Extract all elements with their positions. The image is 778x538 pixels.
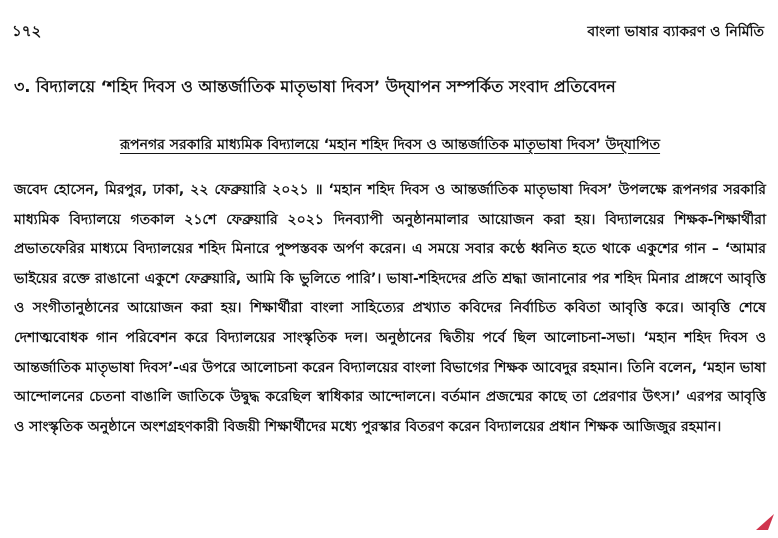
report-headline: রূপনগর সরকারি মাধ্যমিক বিদ্যালয়ে ‘মহান শহিদ দিবস ও আন্তর্জাতিক মাতৃভাষা দিবস’ উদ্‌যাপিত <box>119 137 661 153</box>
report-body: জবেদ হোসেন, মিরপুর, ঢাকা, ২২ ফেব্রুয়ারি ২০২১ ॥ ‘মহান শহিদ দিবস ও আন্তর্জাতিক মাতৃভাষা দিবস’ উপলক্ষে রূপনগর সরকারি মাধ্যমিক বিদ্যালয়ে গতকাল ২১শে ফেব্রুয়ারি ২০২১ দিনব্যাপী অনুষ্ঠানমালার আয়োজন করা হয়। বিদ্যালয়ের শিক্ষক-শিক্ষার্থীরা প্রভাতফেরির মাধ্যমে বিদ্যালয়ের শহিদ মিনারে পুষ্পস্তবক অর্পণ করেন। এ সময়ে সবার কণ্ঠে ধ্বনিত হতে থাকে একুশের গান – ‘আমার ভাইয়ের রক্তে রাঙানো একুশে ফেব্রুয়ারি, আমি কি ভুলিতে পারি’। ভাষা-শহিদদের প্রতি শ্রদ্ধা জানানোর পর শহিদ মিনার প্রাঙ্গণে আবৃত্তি ও সংগীতানুষ্ঠানের আয়োজন করা হয়। শিক্ষার্থীরা বাংলা সাহিত্যের প্রখ্যাত কবিদের নির্বাচিত কবিতা আবৃত্তি করে। আবৃত্তি শেষে দেশাত্মবোধক গান পরিবেশন করে বিদ্যালয়ের সাংস্কৃতিক দল। অনুষ্ঠানের দ্বিতীয় পর্বে ছিল আলোচনা-সভা। ‘মহান শহিদ দিবস ও আন্তর্জাতিক মাতৃভাষা দিবস’-এর উপরে আলোচনা করেন বিদ্যালয়ের বাংলা বিভাগের শিক্ষক আবেদুর রহমান। তিনি বলেন, ‘মহান ভাষা আন্দোলনের চেতনা বাঙালি জাতিকে উদ্বুদ্ধ করেছিল স্বাধিকার আন্দোলনে। বর্তমান প্রজন্মের কাছে তা প্রেরণার উৎস।’ এরপর আবৃত্তি ও সাংস্কৃতিক অনুষ্ঠানে অংশগ্রহণকারী বিজয়ী শিক্ষার্থীদের মধ্যে পুরস্কার বিতরণ করেন বিদ্যালয়ের প্রধান শিক্ষক আজিজুর রহমান। <box>14 182 766 435</box>
page-number: ১৭২ <box>12 22 42 40</box>
red-corner-mark <box>754 510 776 532</box>
section-heading: ৩. বিদ্যালয়ে ‘শহিদ দিবস ও আন্তর্জাতিক মাতৃভাষা দিবস’ উদ্‌যাপন সম্পর্কিত সংবাদ প্রতিবেদন <box>14 77 616 96</box>
book-title: বাংলা ভাষার ব্যাকরণ ও নির্মিতি <box>587 24 764 40</box>
